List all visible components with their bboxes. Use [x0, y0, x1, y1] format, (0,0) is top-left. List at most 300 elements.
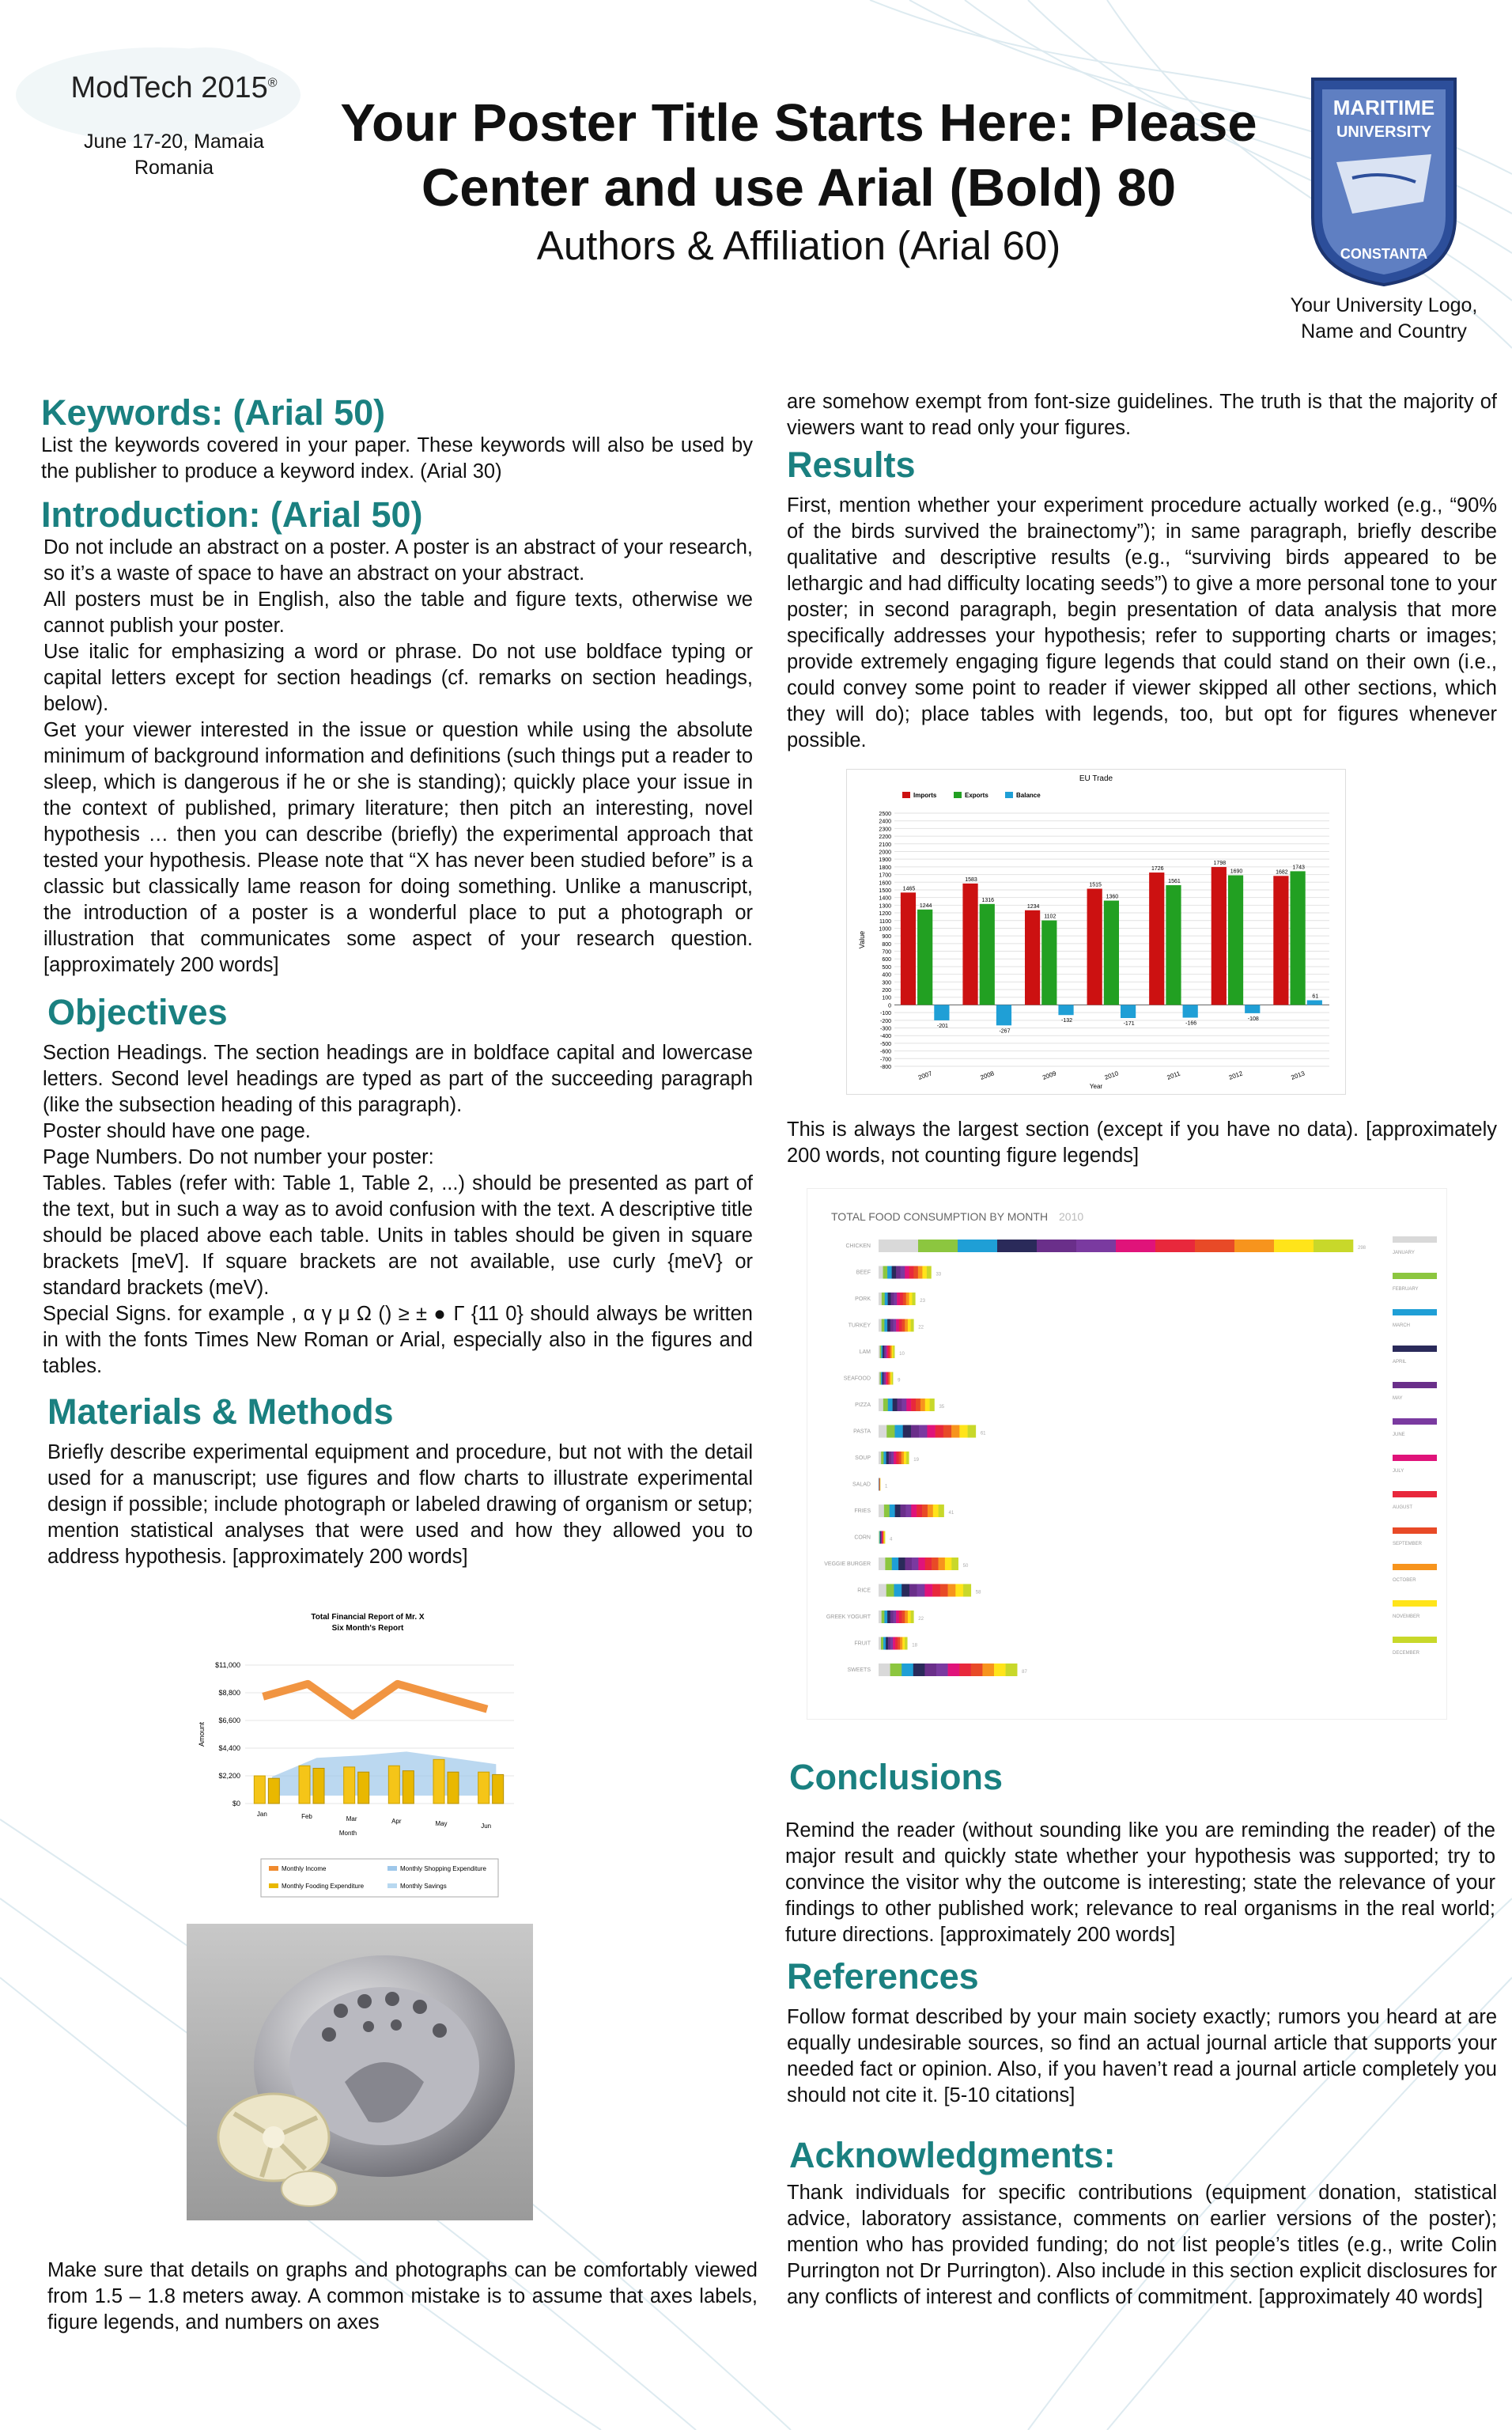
legend-label: FEBRUARY	[1393, 1287, 1419, 1292]
legend-label: JANUARY	[1393, 1251, 1415, 1255]
methods-section	[47, 1392, 753, 1570]
legend-swatch	[269, 1883, 278, 1888]
stacked-segment	[886, 1452, 889, 1464]
stacked-segment	[924, 1664, 936, 1676]
data-label: -171	[1123, 1021, 1135, 1028]
stacked-segment	[963, 1584, 971, 1597]
y-tick-label: 2100	[879, 842, 891, 848]
stacked-segment	[885, 1293, 888, 1305]
stacked-segment	[893, 1637, 895, 1650]
legend-swatch	[1393, 1382, 1437, 1388]
legend-label: Monthly Income	[282, 1865, 327, 1872]
stacked-segment	[902, 1611, 905, 1623]
stacked-segment	[902, 1637, 905, 1650]
y-tick-label: -800	[879, 1065, 891, 1070]
x-axis-label: Month	[338, 1830, 357, 1837]
stacked-segment	[912, 1293, 915, 1305]
category-label: SEAFOOD	[843, 1376, 871, 1382]
stacked-segment	[945, 1558, 952, 1570]
bar	[934, 1005, 949, 1020]
stacked-segment	[948, 1584, 956, 1597]
stacked-segment	[1274, 1240, 1314, 1252]
stacked-segment	[909, 1293, 913, 1305]
authors: Authors & Affiliation (Arial 60)	[536, 223, 1061, 268]
stacked-segment	[905, 1505, 911, 1517]
stacked-segment	[884, 1611, 887, 1623]
stacked-segment	[879, 1425, 887, 1438]
stacked-segment	[911, 1611, 914, 1623]
stacked-segment	[901, 1266, 905, 1279]
data-label: -132	[1061, 1018, 1073, 1024]
stacked-segment	[890, 1319, 894, 1332]
stacked-segment	[902, 1664, 913, 1676]
legend-swatch	[902, 792, 910, 798]
x-tick-label: 2011	[1166, 1069, 1181, 1081]
legend-label: JUNE	[1393, 1433, 1405, 1437]
stacked-segment	[879, 1266, 883, 1279]
stacked-segment	[896, 1319, 899, 1332]
acknowledgments-heading: Acknowledgments:	[789, 2135, 1116, 2175]
stacked-segment	[884, 1531, 885, 1544]
total-label: 22	[918, 1617, 924, 1622]
stacked-segment	[895, 1505, 901, 1517]
data-label: 1102	[1044, 914, 1057, 920]
methods-text: Briefly describe experimental equipment and procedure, but not with the detail used for a manuscript; use figures and flow charts to illustrate experimental design if possible; include photograph or labeled drawing of organism or setup; mention statistical analyses that were used and how they allowed you to address hypothesis. [approximately 200 words]	[47, 1440, 753, 1568]
objectives-paragraph: Poster should have one page.	[43, 1120, 311, 1142]
stacked-segment	[930, 1399, 935, 1411]
stacked-segment	[883, 1266, 888, 1279]
legend-swatch	[1393, 1600, 1437, 1607]
y-tick-label: 800	[882, 941, 891, 948]
y-tick-label: 1200	[879, 911, 891, 918]
category-label: FRUIT	[854, 1641, 871, 1647]
stacked-segment	[936, 1664, 948, 1676]
legend-label: Balance	[1016, 792, 1041, 799]
fooding-bar	[493, 1774, 504, 1804]
logo-shield-icon	[1305, 75, 1463, 289]
introduction-text	[43, 535, 753, 978]
legend-swatch	[1393, 1418, 1437, 1425]
x-axis-label: Year	[1089, 1083, 1103, 1090]
logo-caption	[1257, 293, 1510, 345]
eu-trade-chart	[846, 769, 1346, 1095]
total-label: 23	[920, 1299, 925, 1304]
results-text: First, mention whether your experiment procedure actually worked (e.g., “90% of the birds survived the brainectomy”); in same paragraph, briefly describe qualitative and descriptive results (e.g., “surviving birds appeared to be lethargic and had difficulty locating seeds”) to give a more personal tone to your poster; in second paragraph, begin presentation of data analysis that more specifically addresses your hypothesis; refer to supporting charts or images; provide extremely engaging figure legends that could stand on their own (i.e., could convey some point to reader if viewer skipped all other sections, which they will do); place tables with legends, too, but opt for figures whenever possible.	[787, 494, 1497, 751]
total-label: 61	[980, 1431, 986, 1436]
legend-swatch	[1393, 1564, 1437, 1570]
stacked-segment	[895, 1637, 898, 1650]
bar	[1166, 885, 1181, 1005]
legend-label: MAY	[1393, 1396, 1403, 1401]
conference-label: ModTech 2015	[70, 71, 268, 104]
y-tick-label: 1100	[879, 918, 891, 925]
stacked-segment	[918, 1266, 923, 1279]
category-label: CHICKEN	[845, 1243, 871, 1249]
y-tick-label: -200	[879, 1018, 891, 1024]
fooding-bar	[448, 1772, 459, 1804]
category-label: SALAD	[852, 1482, 871, 1488]
category-label: TURKEY	[848, 1323, 871, 1329]
y-tick-label: -300	[879, 1026, 891, 1032]
stacked-segment	[886, 1637, 888, 1650]
total-label: 19	[913, 1458, 919, 1463]
stacked-segment	[893, 1611, 896, 1623]
legend-label: Monthly Fooding Expenditure	[282, 1883, 365, 1890]
y-tick-label: 2000	[879, 850, 891, 856]
stacked-segment	[927, 1425, 936, 1438]
stacked-segment	[904, 1452, 906, 1464]
stacked-segment	[913, 1266, 918, 1279]
conference-country: Romania	[134, 157, 214, 179]
stacked-segment	[886, 1425, 895, 1438]
stacked-segment	[886, 1584, 894, 1597]
y-tick-label: -700	[879, 1057, 891, 1063]
legend-label: APRIL	[1393, 1360, 1407, 1365]
stacked-segment	[879, 1293, 882, 1305]
data-label: -166	[1185, 1020, 1197, 1027]
university-logo	[1305, 75, 1463, 293]
y-tick-label: 1700	[879, 872, 891, 879]
total-label: 9	[898, 1378, 901, 1383]
stacked-segment	[900, 1293, 903, 1305]
y-tick-label: -400	[879, 1034, 891, 1040]
y-tick-label: $8,800	[218, 1689, 240, 1697]
legend-swatch	[1005, 792, 1013, 798]
category-label: RICE	[857, 1588, 871, 1594]
total-label: 35	[939, 1405, 945, 1410]
stacked-segment	[902, 1319, 905, 1332]
data-label: 1690	[1230, 869, 1243, 875]
y-tick-label: 1500	[879, 888, 891, 894]
y-tick-label: 0	[888, 1003, 891, 1009]
stacked-segment	[890, 1664, 902, 1676]
data-label: 1244	[919, 903, 932, 909]
logo-text-mid: UNIVERSITY	[1336, 123, 1432, 141]
stacked-segment	[888, 1637, 890, 1650]
y-tick-label: $0	[232, 1800, 240, 1807]
x-tick-label: May	[435, 1820, 448, 1827]
stacked-segment	[933, 1505, 939, 1517]
bar	[1149, 872, 1164, 1005]
logo-caption-line2: Name and Country	[1301, 320, 1467, 343]
stacked-segment	[932, 1584, 940, 1597]
legend-label: DECEMBER	[1393, 1651, 1420, 1656]
bar	[917, 910, 932, 1005]
stacked-segment	[898, 1558, 905, 1570]
legend-label: Monthly Savings	[400, 1883, 447, 1890]
financial-chart-svg	[182, 1602, 538, 1910]
stacked-segment	[883, 1399, 888, 1411]
data-label: 1726	[1151, 866, 1164, 872]
legend-label: NOVEMBER	[1393, 1614, 1420, 1619]
references-heading: References	[787, 1956, 979, 1997]
intro-paragraph: Use italic for emphasizing a word or phrase. Do not use boldface typing or capital letters except for section headings (cf. remarks on section headings, below).	[43, 640, 753, 715]
bar	[1104, 901, 1119, 1005]
x-tick-label: Jun	[481, 1822, 492, 1830]
logo-caption-line1: Your University Logo,	[1290, 294, 1478, 316]
stacked-segment	[882, 1319, 885, 1332]
stacked-segment	[902, 1584, 909, 1597]
y-tick-label: 1900	[879, 857, 891, 864]
conference-name	[32, 71, 316, 105]
stacked-segment	[885, 1558, 892, 1570]
results-section	[787, 445, 1497, 754]
y-tick-label: 1400	[879, 895, 891, 902]
legend-label: MARCH	[1393, 1323, 1410, 1328]
stacked-segment	[896, 1452, 898, 1464]
category-label: GREEK YOGURT	[826, 1614, 871, 1620]
total-label: 50	[962, 1564, 969, 1569]
bar	[1211, 867, 1227, 1005]
stacked-segment	[896, 1266, 901, 1279]
stacked-segment	[906, 1293, 909, 1305]
stacked-segment	[882, 1611, 885, 1623]
stacked-segment	[884, 1319, 887, 1332]
total-label: 41	[948, 1511, 954, 1516]
bar	[962, 884, 977, 1005]
shopping-bar	[388, 1766, 399, 1804]
legend-label: JULY	[1393, 1469, 1404, 1474]
stacked-segment	[911, 1505, 917, 1517]
food-consumption-chart-svg	[807, 1189, 1446, 1719]
stacked-segment	[884, 1505, 890, 1517]
intro-paragraph: All posters must be in English, also the table and figure texts, otherwise we cannot publish your poster.	[43, 588, 753, 637]
stacked-segment	[905, 1611, 908, 1623]
stacked-segment	[891, 1452, 894, 1464]
legend-swatch	[1393, 1637, 1437, 1643]
bar	[1041, 921, 1057, 1005]
stacked-segment	[943, 1425, 952, 1438]
stacked-segment	[894, 1584, 902, 1597]
total-label: 33	[936, 1272, 942, 1277]
y-tick-label: -100	[879, 1011, 891, 1017]
stacked-segment	[927, 1266, 932, 1279]
x-tick-label: 2012	[1227, 1069, 1244, 1081]
methods-heading: Materials & Methods	[47, 1391, 394, 1432]
stacked-segment	[894, 1425, 903, 1438]
stacked-segment	[900, 1637, 902, 1650]
chart-title-year: 2010	[1059, 1210, 1084, 1223]
legend-swatch	[387, 1866, 397, 1871]
stacked-segment	[887, 1611, 890, 1623]
chart-title: EU Trade	[1079, 774, 1113, 783]
stacked-segment	[924, 1584, 932, 1597]
stacked-segment	[911, 1399, 916, 1411]
acknowledgments-section	[789, 2136, 1496, 2175]
stacked-segment	[1155, 1240, 1195, 1252]
stacked-segment	[887, 1266, 892, 1279]
stacked-segment	[951, 1558, 958, 1570]
stacked-segment	[908, 1611, 911, 1623]
legend-swatch	[1393, 1273, 1437, 1279]
stacked-segment	[939, 1505, 944, 1517]
stacked-segment	[958, 1240, 997, 1252]
stacked-segment	[879, 1505, 884, 1517]
stacked-segment	[919, 1425, 928, 1438]
stacked-segment	[968, 1425, 977, 1438]
y-tick-label: 500	[882, 964, 891, 971]
stacked-segment	[899, 1452, 902, 1464]
legend-swatch	[1393, 1309, 1437, 1315]
category-label: LAM	[859, 1349, 871, 1355]
conclusions-text: Remind the reader (without sounding like you are reminding the reader) of the major result and quickly state whether your hypothesis was supported; try to convince the visitor why the outcome is interesting; state the relevance of your findings to other published work; relevance to real organisms in the real world; future directions. [approximately 200 words]	[785, 1819, 1495, 1946]
stacked-segment	[890, 1505, 895, 1517]
logo-text-top: MARITIME	[1332, 96, 1435, 119]
objectives-text	[43, 1040, 753, 1380]
y-tick-label: 1000	[879, 926, 891, 933]
stacked-segment	[879, 1399, 883, 1411]
objectives-paragraph: Tables. Tables (refer with: Table 1, Table 2, ...) should be presented as part of the text, but in such a way as to avoid confusion with the text. A descriptive title should be placed above each table. Units in tables should be given in square brackets [meV]. If square brackets are not available, use curly {meV} or standard brackets (meV).	[43, 1172, 753, 1299]
intro-paragraph: Get your viewer interested in the issue or question while using the absolute minimum of background information and definitions (such things put a reader to sleep, which is dangerous if he or she is standing); quickly place your issue in the context of published, primary literature; then pitch an interesting, novel hypothesis … then you can describe (briefly) the experimental approach that tested your hypothesis. Please note that “X has never been studied before” is a classic but classically lame reason for doing something. Unlike a manuscript, the introduction of a poster is a wonderful place to put a photograph or illustration that communicates some aspect of your research question. [approximately 200 words]	[43, 718, 753, 976]
bar	[1121, 1005, 1136, 1018]
shopping-bar	[344, 1767, 355, 1804]
title-block	[301, 91, 1297, 269]
stacked-segment	[893, 1319, 896, 1332]
shopping-bar	[254, 1776, 265, 1804]
stacked-segment	[905, 1266, 909, 1279]
data-label: 1682	[1276, 869, 1288, 876]
objectives-section	[47, 993, 753, 1032]
stacked-segment	[897, 1293, 900, 1305]
category-label: PORK	[855, 1296, 871, 1302]
keywords-section	[41, 393, 753, 485]
stacked-segment	[881, 1637, 883, 1650]
conference-block	[32, 71, 316, 181]
intro-paragraph: Do not include an abstract on a poster. A poster is an abstract of your research, so it’s a waste of space to have an abstract on your abstract.	[43, 536, 753, 585]
conference-date: June 17-20, Mamaia	[84, 131, 264, 153]
food-consumption-chart	[807, 1188, 1447, 1720]
y-tick-label: 400	[882, 972, 891, 978]
stacked-segment	[882, 1293, 885, 1305]
stacked-segment	[959, 1664, 971, 1676]
stacked-segment	[905, 1558, 913, 1570]
stacked-segment	[903, 1293, 906, 1305]
stacked-segment	[894, 1293, 897, 1305]
stacked-segment	[906, 1399, 911, 1411]
objectives-heading: Objectives	[47, 992, 228, 1032]
stacked-segment	[940, 1584, 948, 1597]
stacked-segment	[890, 1293, 894, 1305]
stacked-segment	[899, 1611, 902, 1623]
y-tick-label: 2400	[879, 819, 891, 825]
stacked-segment	[906, 1452, 909, 1464]
stacked-segment	[1006, 1664, 1018, 1676]
y-tick-label: 600	[882, 957, 891, 963]
stacked-segment	[879, 1240, 918, 1252]
stacked-segment	[925, 1558, 932, 1570]
shopping-bar	[478, 1772, 490, 1804]
stacked-segment	[913, 1664, 925, 1676]
y-tick-label: -600	[879, 1049, 891, 1055]
fooding-bar	[313, 1768, 324, 1804]
stacked-segment	[971, 1664, 983, 1676]
legend-swatch	[1393, 1236, 1437, 1243]
data-label: 1360	[1106, 894, 1119, 900]
y-axis-label: Amount	[198, 1721, 206, 1747]
keywords-text: List the keywords covered in your paper. These keywords will also be used by the publisher to produce a keyword index. (Arial 30)	[41, 433, 753, 483]
eu-trade-chart-svg	[847, 770, 1345, 1094]
stacked-segment	[879, 1319, 882, 1332]
legend-label: SEPTEMBER	[1393, 1542, 1423, 1546]
stacked-segment	[925, 1399, 930, 1411]
legend-swatch	[954, 792, 962, 798]
y-tick-label: 2300	[879, 827, 891, 833]
stacked-segment	[889, 1452, 891, 1464]
bar	[1273, 876, 1288, 1005]
category-label: SWEETS	[847, 1667, 871, 1673]
data-label: 1798	[1213, 861, 1227, 867]
stacked-segment	[903, 1425, 912, 1438]
stacked-segment	[1037, 1240, 1076, 1252]
conclusions-section	[789, 1758, 1496, 1797]
results-heading: Results	[787, 445, 916, 485]
shopping-bar	[433, 1759, 444, 1804]
stacked-segment	[887, 1319, 890, 1332]
references-text: Follow format described by your main society exactly; rumors you heard at are equally undesirable sources, so find an actual journal article that supports your needed fact or opinion. Also, if you haven’t read a journal article completely you should not cite it. [5-10 citations]	[787, 2005, 1497, 2106]
stacked-segment	[920, 1399, 925, 1411]
stacked-segment	[890, 1637, 893, 1650]
stacked-segment	[1234, 1240, 1274, 1252]
stacked-segment	[879, 1452, 881, 1464]
stacked-segment	[932, 1558, 939, 1570]
objectives-paragraph: Section Headings. The section headings are in boldface capital and lowercase letters. Second level headings are typed as part of the succeeding paragraph (like the subsection heading of this paragraph).	[43, 1042, 753, 1116]
stacked-segment	[892, 1372, 894, 1385]
category-label: PASTA	[853, 1429, 871, 1435]
stacked-segment	[917, 1584, 925, 1597]
total-label: 298	[1358, 1246, 1366, 1251]
machined-parts-photo	[187, 1924, 533, 2220]
y-tick-label: 200	[882, 988, 891, 994]
y-tick-label: -500	[879, 1041, 891, 1047]
total-label: 22	[918, 1325, 924, 1330]
bar	[1307, 1001, 1322, 1005]
results-carry-text: are somehow exempt from font-size guidelines. The truth is that the majority of viewers want to read only your figures.	[787, 391, 1497, 439]
bar	[1183, 1005, 1198, 1017]
data-label: 1515	[1089, 882, 1102, 888]
references-section	[787, 1957, 1497, 2109]
stacked-segment	[901, 1505, 906, 1517]
stacked-segment	[879, 1558, 886, 1570]
legend-label: Imports	[913, 792, 937, 799]
stacked-segment	[982, 1664, 994, 1676]
chart-subtitle: Six Month's Report	[331, 1624, 404, 1633]
stacked-segment	[916, 1399, 920, 1411]
stacked-segment	[892, 1558, 899, 1570]
category-label: PIZZA	[855, 1402, 871, 1408]
total-label: 18	[912, 1643, 917, 1648]
poster-title-line2: Center and use Arial (Bold) 80	[421, 158, 1177, 218]
introduction-section	[41, 495, 753, 978]
stacked-segment	[909, 1584, 917, 1597]
y-tick-label: 2500	[879, 812, 891, 817]
legend-swatch	[1393, 1491, 1437, 1497]
bar	[1025, 910, 1040, 1005]
data-label: -267	[999, 1028, 1011, 1035]
keywords-heading: Keywords: (Arial 50)	[41, 392, 386, 433]
stacked-segment	[955, 1584, 963, 1597]
stacked-segment	[905, 1319, 908, 1332]
category-label: VEGGIE BURGER	[824, 1561, 871, 1567]
x-tick-label: 2007	[917, 1069, 933, 1081]
stacked-segment	[997, 1240, 1037, 1252]
total-label: 10	[899, 1352, 905, 1357]
stacked-segment	[994, 1664, 1006, 1676]
fooding-bar	[358, 1772, 369, 1804]
stacked-segment	[951, 1425, 960, 1438]
poster-title-line1: Your Poster Title Starts Here: Please	[340, 93, 1257, 153]
data-label: -201	[936, 1023, 948, 1029]
conclusions-heading: Conclusions	[789, 1757, 1004, 1797]
